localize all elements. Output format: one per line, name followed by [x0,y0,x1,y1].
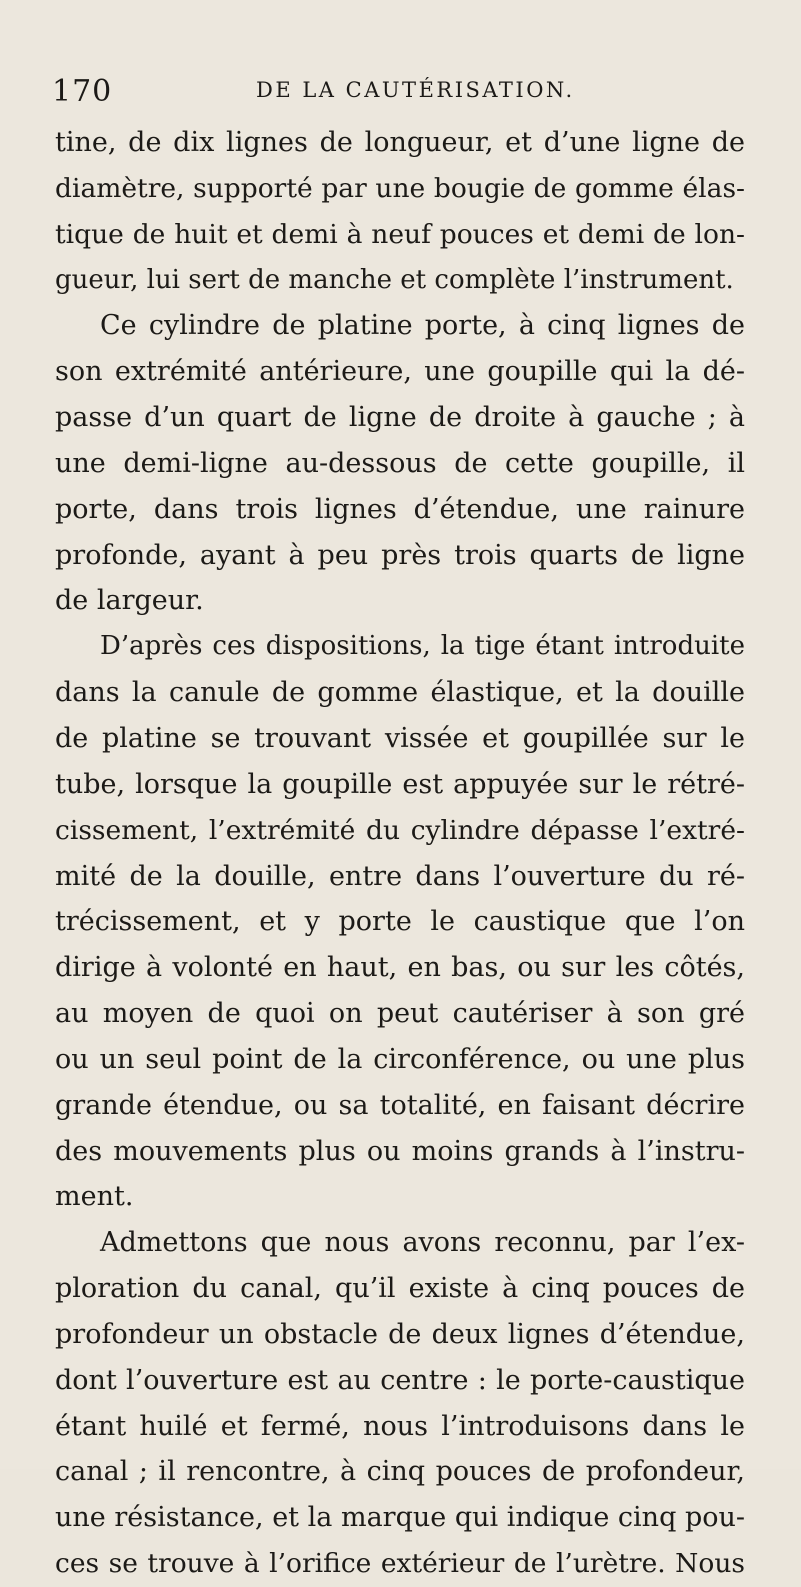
text-line: diamètre, supporté par une bougie de gomme élas- [55,172,745,204]
text-line: gueur, lui sert de manche et complète l’instrument. [55,264,734,295]
text-line: une demi-ligne au-dessous de cette goupille, il [55,447,745,479]
text-line: canal ; il rencontre, à cinq pouces de profondeur, [55,1456,745,1488]
text-line: profonde, ayant à peu près trois quarts de ligne [55,539,745,571]
page-number: 170 [52,74,113,109]
text-line: ces se trouve à l’orifice extérieur de l’urètre. Nous [55,1548,745,1580]
text-line: dans la canule de gomme élastique, et la douille [55,677,745,709]
text-line: passe d’un quart de ligne de droite à gauche ; à [55,402,745,434]
body-text [55,120,745,1587]
text-line: ploration du canal, qu’il existe à cinq pouces de [55,1273,745,1305]
text-line: tique de huit et demi à neuf pouces et demi de lon- [55,218,745,250]
text-line: dirige à volonté en haut, en bas, ou sur les côtés, [55,952,745,984]
text-line: cissement, l’extrémité du cylindre dépasse l’extré- [55,814,745,846]
text-line: ment. [55,1181,134,1213]
text-line: Admettons que nous avons reconnu, par l’ex- [100,1227,745,1259]
text-line: mité de la douille, entre dans l’ouverture du ré- [55,860,745,892]
text-line: grande étendue, ou sa totalité, en faisant décrire [55,1089,745,1121]
text-line: de platine se trouvant vissée et goupillée sur le [55,722,745,754]
text-line: trécissement, et y porte le caustique que l’on [55,906,745,938]
text-line: une résistance, et la marque qui indique cinq pou- [55,1502,745,1534]
text-line: Ce cylindre de platine porte, à cinq lignes de [100,310,745,342]
text-line: ou un seul point de la circonférence, ou une plus [55,1043,745,1075]
text-line: tine, de dix lignes de longueur, et d’une ligne de [55,127,745,158]
text-line: tube, lorsque la goupille est appuyée sur le rétré- [55,768,745,800]
text-line: dont l’ouverture est au centre : le porte-caustique [55,1364,745,1396]
text-line: profondeur un obstacle de deux lignes d’étendue, [55,1318,745,1350]
text-line: de largeur. [55,585,204,617]
text-line: des mouvements plus ou moins grands à l’instru- [55,1135,745,1167]
text-line: D’après ces dispositions, la tige étant introduite [100,631,745,662]
running-title: DE LA CAUTÉRISATION. [256,78,575,102]
text-line: son extrémité antérieure, une goupille qui la dé- [55,356,745,388]
text-line: au moyen de quoi on peut cautériser à son gré [55,998,745,1030]
page-header [52,74,742,114]
text-line: étant huilé et fermé, nous l’introduisons dans le [55,1410,745,1442]
text-line: porte, dans trois lignes d’étendue, une rainure [55,493,745,525]
